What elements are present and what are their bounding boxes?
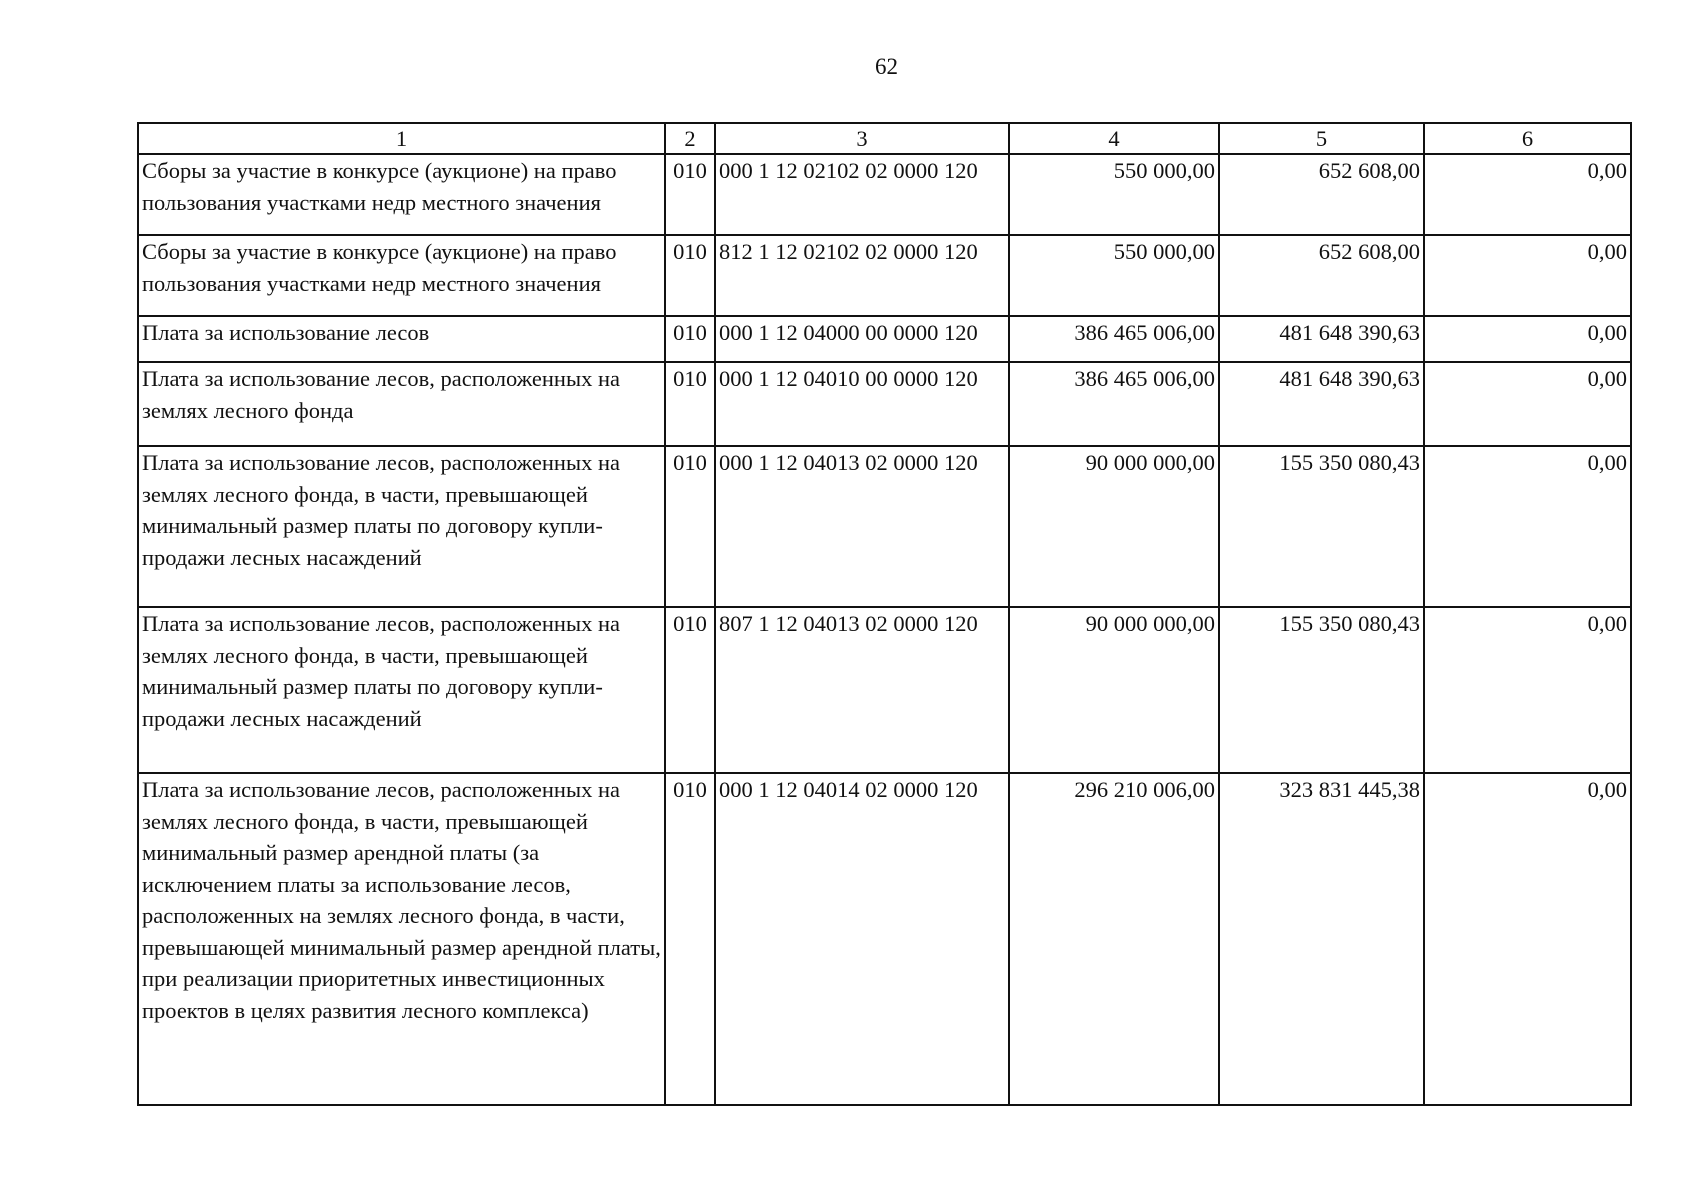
budget-classification-code: 807 1 12 04013 02 0000 120	[715, 607, 1009, 773]
header-col-5: 5	[1219, 123, 1424, 154]
revenue-name: Сборы за участие в конкурсе (аукционе) на право пользования участками недр местного значения	[138, 235, 665, 316]
admin-code: 010	[665, 773, 715, 1105]
amount-col-6: 0,00	[1424, 316, 1631, 362]
amount-col-5: 481 648 390,63	[1219, 316, 1424, 362]
amount-col-5: 155 350 080,43	[1219, 446, 1424, 607]
table-row	[138, 607, 1631, 773]
amount-col-5: 481 648 390,63	[1219, 362, 1424, 446]
table-row	[138, 362, 1631, 446]
header-col-6: 6	[1424, 123, 1631, 154]
revenue-name: Плата за использование лесов, расположенных на землях лесного фонда, в части, превышающей минимальный размер арендной платы (за исключением платы за использование лесов, расположенных на землях лесного фонда, в части, превышающей минимальный размер арендной платы, при реализации приоритетных инвестиционных проектов в целях развития лесного комплекса)	[138, 773, 665, 1105]
table-row	[138, 446, 1631, 607]
amount-col-6: 0,00	[1424, 362, 1631, 446]
amount-col-6: 0,00	[1424, 154, 1631, 235]
budget-classification-code: 000 1 12 02102 02 0000 120	[715, 154, 1009, 235]
amount-col-4: 90 000 000,00	[1009, 607, 1219, 773]
amount-col-4: 386 465 006,00	[1009, 362, 1219, 446]
revenue-name: Плата за использование лесов, расположенных на землях лесного фонда	[138, 362, 665, 446]
table-row	[138, 154, 1631, 235]
budget-classification-code: 000 1 12 04000 00 0000 120	[715, 316, 1009, 362]
amount-col-5: 652 608,00	[1219, 235, 1424, 316]
admin-code: 010	[665, 235, 715, 316]
amount-col-4: 296 210 006,00	[1009, 773, 1219, 1105]
amount-col-5: 652 608,00	[1219, 154, 1424, 235]
admin-code: 010	[665, 607, 715, 773]
header-col-2: 2	[665, 123, 715, 154]
admin-code: 010	[665, 316, 715, 362]
amount-col-4: 550 000,00	[1009, 235, 1219, 316]
table-row	[138, 773, 1631, 1105]
amount-col-5: 323 831 445,38	[1219, 773, 1424, 1105]
revenue-name: Сборы за участие в конкурсе (аукционе) на право пользования участками недр местного значения	[138, 154, 665, 235]
budget-classification-code: 000 1 12 04010 00 0000 120	[715, 362, 1009, 446]
header-col-1: 1	[138, 123, 665, 154]
amount-col-4: 386 465 006,00	[1009, 316, 1219, 362]
budget-classification-code: 000 1 12 04013 02 0000 120	[715, 446, 1009, 607]
revenue-name: Плата за использование лесов	[138, 316, 665, 362]
header-col-3: 3	[715, 123, 1009, 154]
admin-code: 010	[665, 154, 715, 235]
amount-col-4: 550 000,00	[1009, 154, 1219, 235]
amount-col-5: 155 350 080,43	[1219, 607, 1424, 773]
amount-col-6: 0,00	[1424, 235, 1631, 316]
amount-col-4: 90 000 000,00	[1009, 446, 1219, 607]
header-col-4: 4	[1009, 123, 1219, 154]
amount-col-6: 0,00	[1424, 446, 1631, 607]
revenue-name: Плата за использование лесов, расположенных на землях лесного фонда, в части, превышающей минимальный размер платы по договору купли-продажи лесных насаждений	[138, 446, 665, 607]
amount-col-6: 0,00	[1424, 773, 1631, 1105]
revenue-table	[137, 122, 1632, 1106]
revenue-name: Плата за использование лесов, расположенных на землях лесного фонда, в части, превышающей минимальный размер платы по договору купли-продажи лесных насаждений	[138, 607, 665, 773]
budget-classification-code: 812 1 12 02102 02 0000 120	[715, 235, 1009, 316]
amount-col-6: 0,00	[1424, 607, 1631, 773]
admin-code: 010	[665, 362, 715, 446]
table-row	[138, 316, 1631, 362]
budget-classification-code: 000 1 12 04014 02 0000 120	[715, 773, 1009, 1105]
table-row	[138, 235, 1631, 316]
page-number: 62	[875, 54, 898, 79]
admin-code: 010	[665, 446, 715, 607]
table-header-row	[138, 123, 1631, 154]
